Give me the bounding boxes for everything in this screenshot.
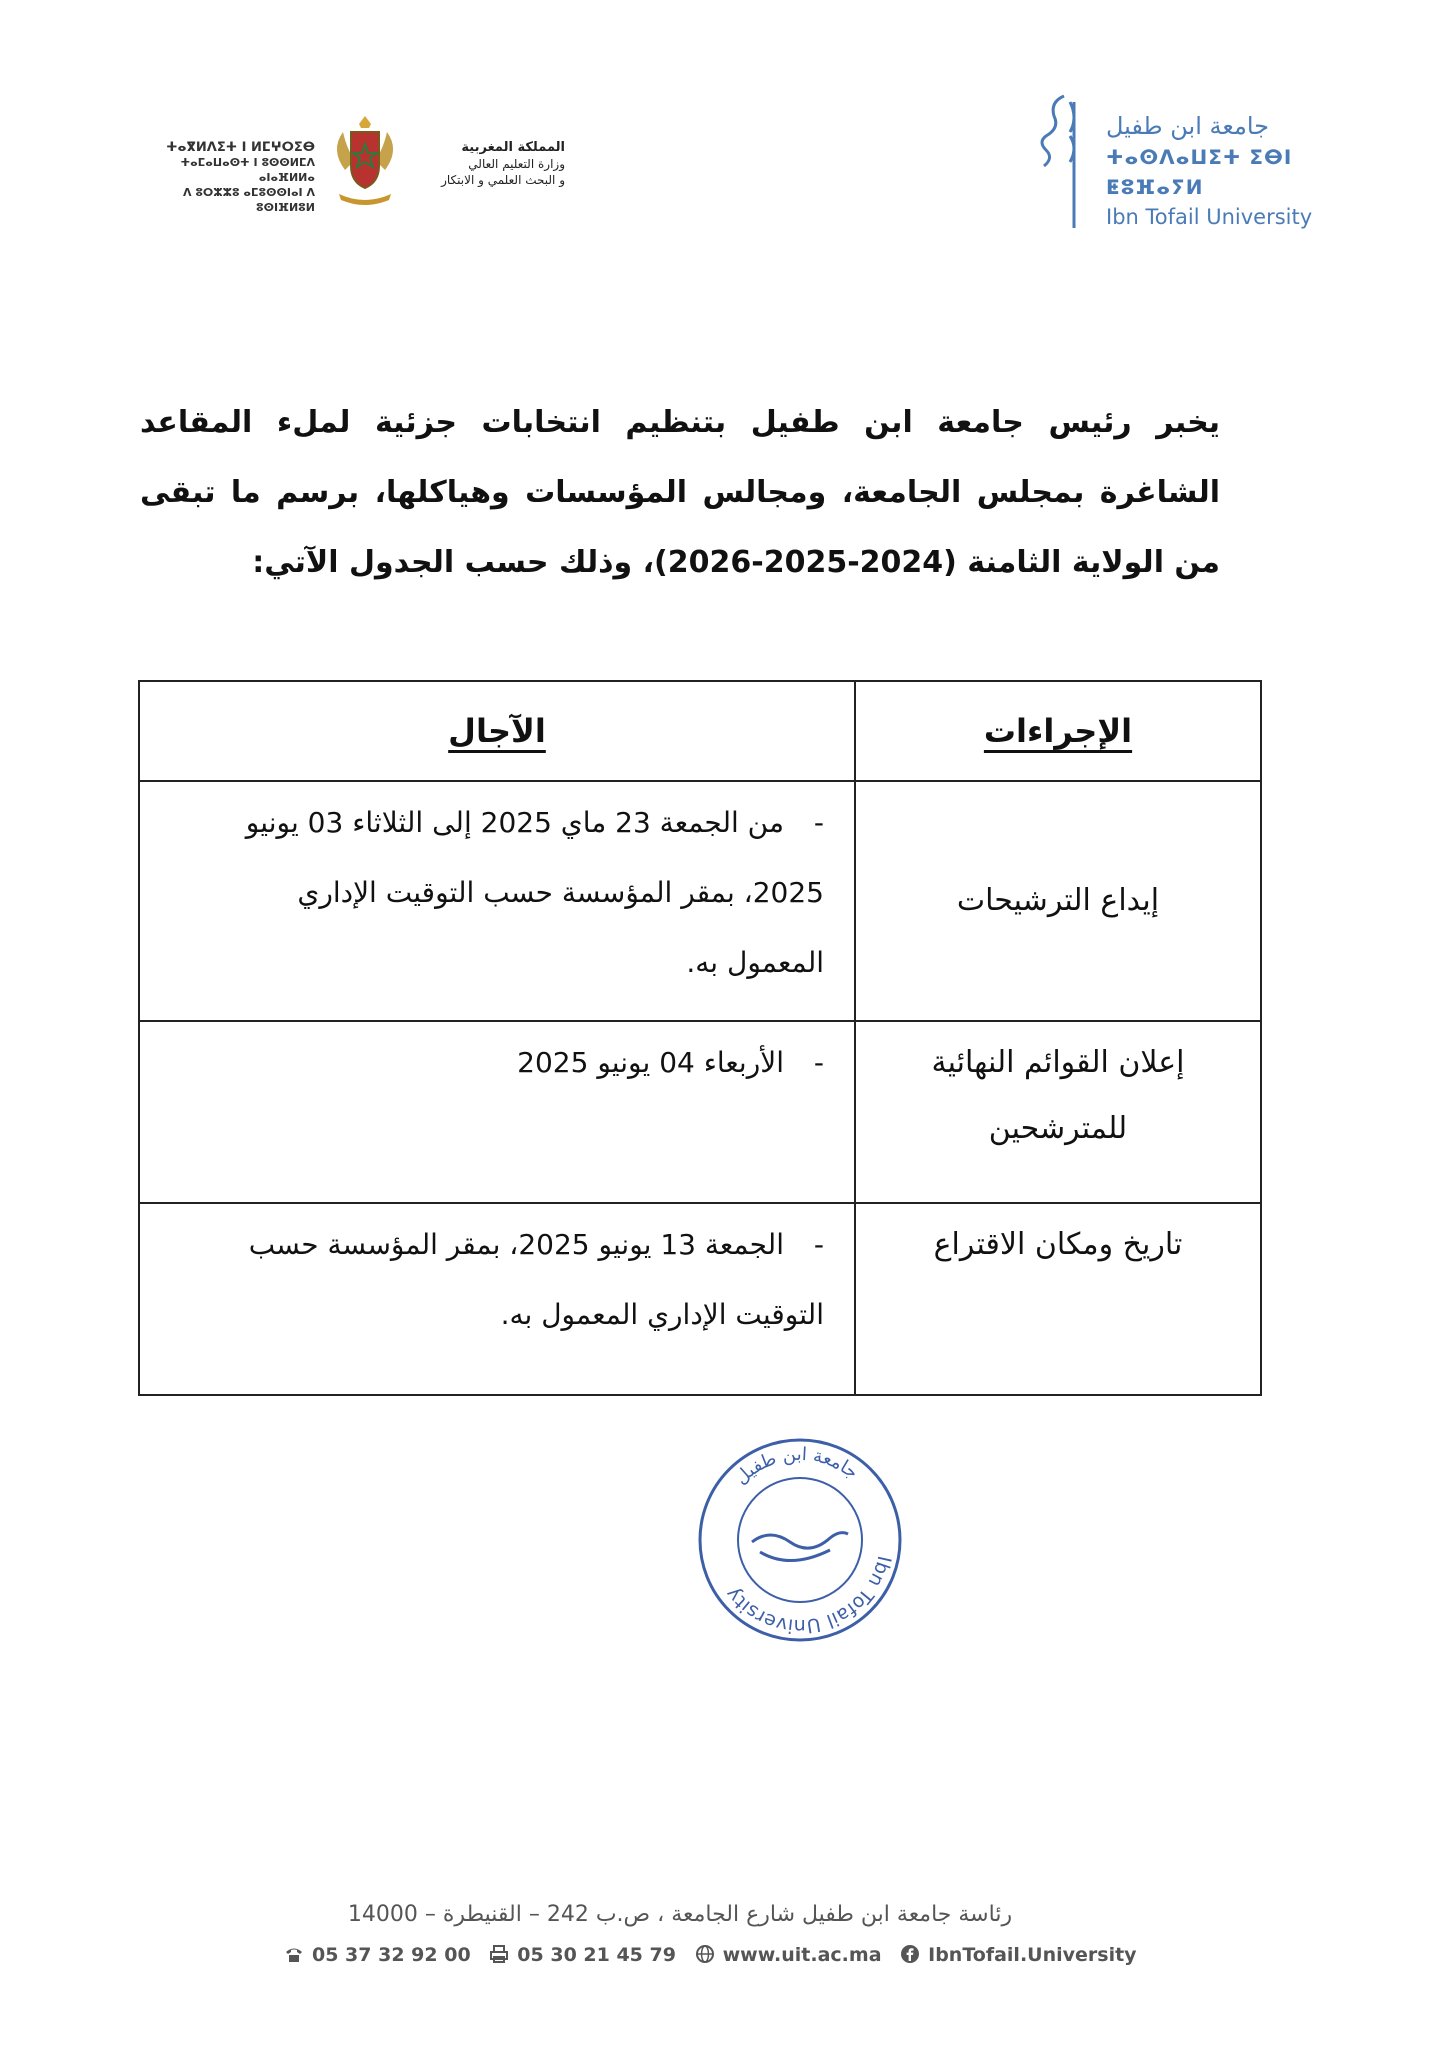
procedure-cell: إعلان القوائم النهائية للمترشحين xyxy=(855,1021,1261,1203)
table-row xyxy=(139,781,1261,1021)
website-item[interactable]: www.uit.ac.ma xyxy=(695,1944,886,1966)
procedure-cell: تاريخ ومكان الاقتراع xyxy=(855,1203,1261,1395)
university-header xyxy=(1030,92,1340,232)
facebook-item[interactable]: IbnTofail.University xyxy=(900,1944,1140,1966)
university-name-english: Ibn Tofail University xyxy=(1106,205,1313,229)
procedure-cell: إيداع الترشيحات xyxy=(855,781,1261,1021)
deadline-text: الجمعة 13 يونيو 2025، بمقر المؤسسة حسب التوقيت الإداري المعمول به. xyxy=(248,1228,824,1331)
ministry-header xyxy=(165,110,565,220)
university-name-arabic: جامعة ابن طفيل xyxy=(1106,112,1269,140)
phone-item: 05 37 32 92 00 xyxy=(284,1944,475,1966)
table-row xyxy=(139,1203,1261,1395)
deadline-text: من الجمعة 23 ماي 2025 إلى الثلاثاء 03 يونيو 2025، بمقر المؤسسة حسب التوقيت الإداري المعمول به. xyxy=(245,806,824,979)
ministry-name-tifinagh: ⵜⴰⴳⵍⴷⵉⵜ ⵏ ⵍⵎⵖⵔⵉⴱ ⵜⴰⵎⴰⵡⴰⵙⵜ ⵏ ⵓⵙⵙⵍⵎⴷ ⴰⵏⴰⴼⵍⵍⴰ ⴷ ⵓⵔⵣⵣⵓ ⴰⵎⵓⵙⵙⵏⴰⵏ ⴷ ⵓⵙⵏⴼⵍⵓⵍ xyxy=(166,140,315,214)
bullet: - xyxy=(813,1228,824,1261)
table-header-row xyxy=(139,681,1261,781)
university-name-tifinagh: ⵜⴰⵙⴷⴰⵡⵉⵜ ⵉⴱⵏ ⵟⵓⴼⴰⵢⵍ xyxy=(1106,145,1293,199)
deadline-cell xyxy=(139,781,855,1021)
university-logo-icon xyxy=(1030,92,1090,232)
university-stamp xyxy=(690,1430,910,1650)
deadline-text: الأربعاء 04 يونيو 2025 xyxy=(517,1046,784,1079)
table-row xyxy=(139,1021,1261,1203)
election-schedule-table xyxy=(138,680,1262,1396)
stamp-logo-icon xyxy=(752,1533,848,1548)
deadline-cell xyxy=(139,1021,855,1203)
phone-icon xyxy=(284,1944,304,1964)
bullet: - xyxy=(813,1046,824,1079)
header-procedures: الإجراءات xyxy=(855,681,1261,781)
fax-icon xyxy=(489,1944,509,1964)
coat-of-arms-icon xyxy=(325,110,405,210)
footer-contacts xyxy=(280,1944,1137,1966)
stamp-text-english: Ibn Tofail University xyxy=(721,1553,896,1638)
facebook-icon xyxy=(900,1944,920,1964)
stamp-text-arabic: جامعة ابن طفيل xyxy=(730,1443,863,1489)
bullet: - xyxy=(813,806,824,839)
globe-icon xyxy=(695,1944,715,1964)
deadline-cell xyxy=(139,1203,855,1395)
announcement-text: يخبر رئيس جامعة ابن طفيل بتنظيم انتخابات جزئية لملء المقاعد الشاغرة بمجلس الجامعة، ومجالس المؤسسات وهياكلها، برسم ما تبقى من الولاية الثامنة (2024-2025-2026)، وذلك حسب الجدول الآتي: xyxy=(140,405,1220,580)
ministry-name-arabic: المملكة المغربية وزارة التعليم العالي و البحث العلمي و الابتكار xyxy=(441,140,565,187)
footer-address: رئاسة جامعة ابن طفيل شارع الجامعة ، ص.ب 242 – القنيطرة – 14000 xyxy=(347,1902,1013,1927)
header-deadlines: الآجال xyxy=(139,681,855,781)
fax-item: 05 30 21 45 79 xyxy=(489,1944,680,1966)
